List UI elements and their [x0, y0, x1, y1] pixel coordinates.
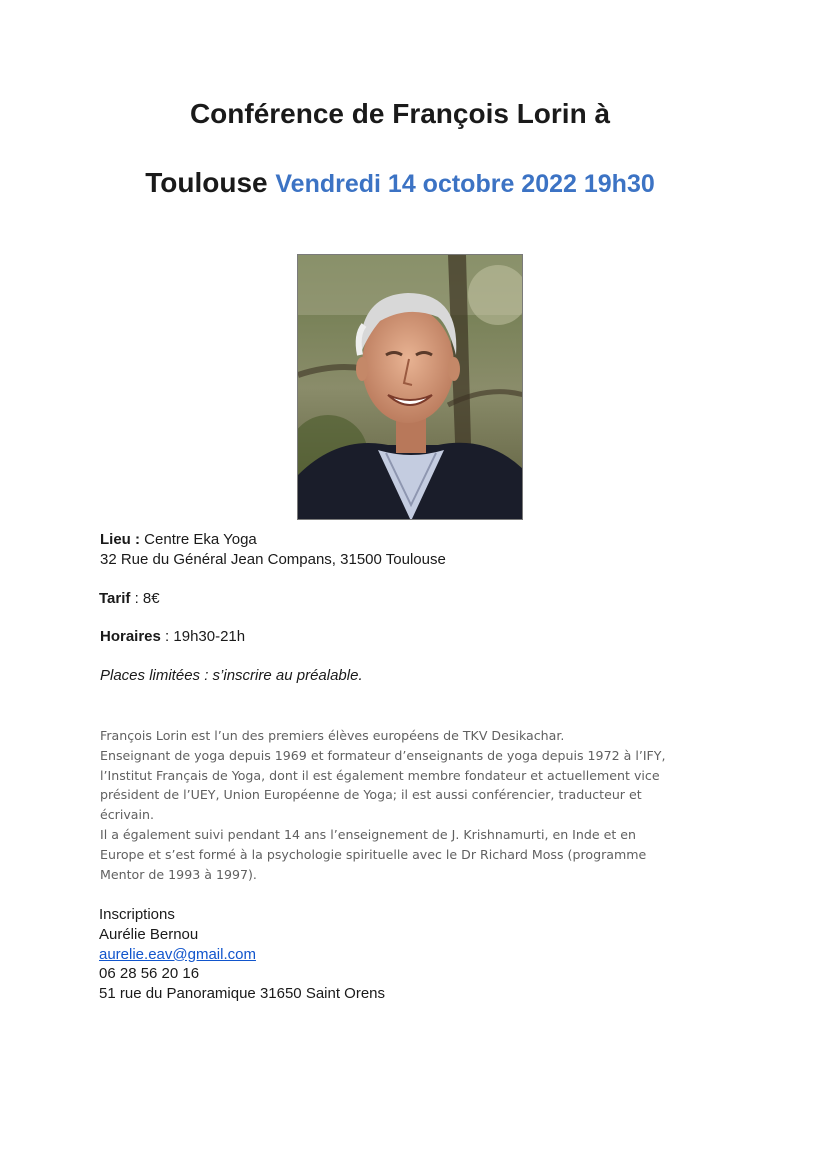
venue-label: Lieu : — [100, 531, 140, 548]
contact-heading: Inscriptions — [99, 906, 175, 923]
venue-address: 32 Rue du Général Jean Compans, 31500 Toulouse — [100, 551, 446, 568]
bio-line: écrivain. — [100, 807, 155, 823]
portrait-photo-icon — [298, 255, 523, 520]
bio-line: Enseignant de yoga depuis 1969 et formateur d’enseignants de yoga depuis 1972 à l’IFY, — [100, 747, 666, 763]
bio-line: François Lorin est l’un des premiers élèves européens de TKV Desikachar. — [100, 728, 565, 743]
page-title — [0, 98, 800, 130]
contact-address: 51 rue du Panoramique 31650 Saint Orens — [99, 985, 386, 1003]
contact-email-link[interactable]: aurelie.eav@gmail.com — [99, 945, 256, 963]
schedule-info — [100, 627, 245, 647]
speaker-bio — [100, 726, 710, 884]
bio-line: Mentor de 1993 à 1997). — [100, 866, 257, 882]
venue-info — [100, 530, 446, 570]
title-city: Toulouse — [145, 167, 268, 198]
limited-places-note: Places limitées : s’inscrire au préalable. — [100, 667, 363, 684]
bio-line: président de l’UEY, Union Européenne de Yoga; il est aussi conférencier, traducteur et — [100, 787, 642, 803]
event-date: Vendredi 14 octobre 2022 19h30 — [275, 170, 655, 198]
contact-block — [99, 905, 385, 1004]
price-label: Tarif — [99, 590, 131, 607]
venue-name: Centre Eka Yoga — [144, 531, 257, 548]
contact-phone: 06 28 56 20 16 — [99, 965, 200, 983]
page-subtitle — [0, 167, 800, 200]
portrait-photo — [297, 254, 523, 520]
bio-line: l’Institut Français de Yoga, dont il est également membre fondateur et actuellement vice — [100, 767, 660, 783]
bio-line: Il a également suivi pendant 14 ans l’enseignement de J. Krishnamurti, en Inde et en — [100, 826, 637, 842]
price-info — [99, 589, 160, 609]
contact-name: Aurélie Bernou — [99, 925, 199, 943]
schedule-value: : 19h30-21h — [165, 628, 246, 645]
title-line1: Conférence de François Lorin à — [189, 98, 611, 129]
price-value: : 8€ — [134, 590, 160, 607]
bio-line: Europe et s’est formé à la psychologie spirituelle avec le Dr Richard Moss (programme — [100, 846, 647, 862]
schedule-label: Horaires — [100, 628, 161, 645]
